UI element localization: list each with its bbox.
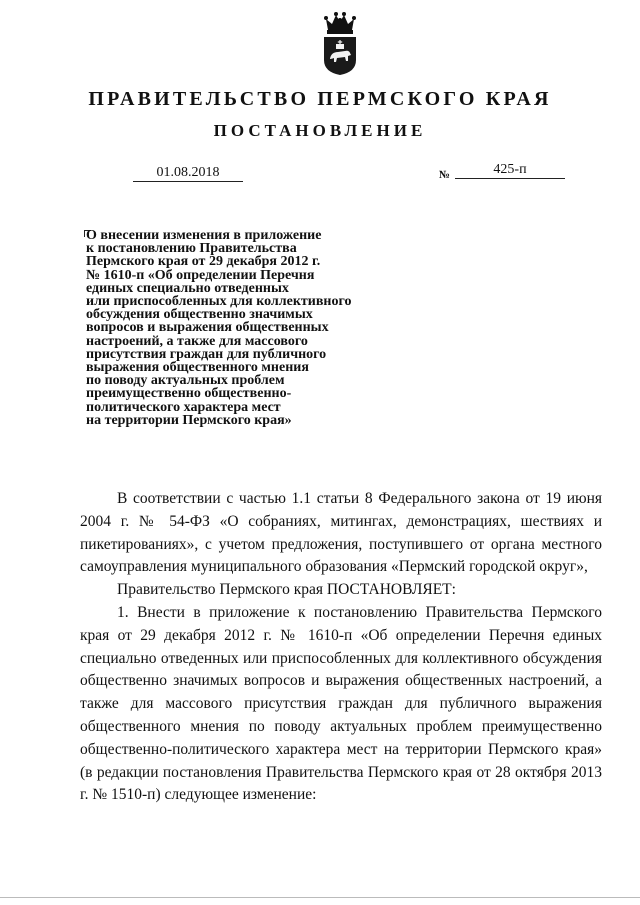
body-paragraph-resolution: Правительство Пермского края ПОСТАНОВЛЯЕТ:: [117, 581, 456, 599]
scan-bottom-edge: [0, 897, 640, 902]
subject-line: по поводу актуальных проблем: [86, 373, 285, 389]
subject-line: выражения общественного мнения: [86, 360, 309, 376]
subject-line: политического характера мест: [86, 399, 281, 415]
subject-line: обсуждения общественно значимых: [86, 307, 313, 323]
subject-line: настроений, а также для массового: [86, 333, 308, 349]
document-date: 01.08.2018: [133, 165, 243, 182]
body-paragraph-item-1: 1. Внести в приложение к постановлению Правительства Пермского края от 29 декабря 2012 г. № 1610-п «Об определении Перечня единых специально отведенных или приспособленных для коллективного обсуждения общественно значимых вопросов и выражения общественных настроений, а также для массового присутствия граждан для публичного выражения общественного мнения по поводу актуальных проблем преимущественно общественно-политического характера мест на территории Пермского края» (в редакции постановления Правительства Пермского края от 28 октября 2013 г. № 1510-п) следующее изменение:: [80, 603, 602, 804]
subject-line: Пермского края от 29 декабря 2012 г.: [86, 254, 321, 270]
document-body: [80, 488, 602, 807]
subject-line: или приспособленных для коллективного: [86, 294, 352, 310]
subject-line: № 1610-п «Об определении Перечня: [86, 267, 315, 283]
document-type: ПОСТАНОВЛЕНИЕ: [213, 121, 427, 140]
subject-line: к постановлению Правительства: [86, 241, 297, 257]
number-label: №: [439, 169, 451, 181]
subject-line: О внесении изменения в приложение: [86, 228, 322, 243]
body-paragraph-preamble: В соответствии с частью 1.1 статьи 8 Федерального закона от 19 июня 2004 г. № 54-ФЗ «О собраниях, митингах, демонстрациях, шествиях и пикетированиях», с учетом предложения, поступившего от органа местного самоуправления муниципального образования «Пермский городской округ»,: [80, 490, 602, 576]
subject-line: на территории Пермского края»: [86, 412, 292, 428]
subject-line: преимущественно общественно-: [86, 386, 292, 402]
document-number: 425-п: [455, 162, 565, 179]
subject-line: вопросов и выражения общественных: [86, 320, 329, 336]
subject-line: присутствия граждан для публичного: [86, 346, 327, 362]
subject-heading: [86, 229, 376, 427]
government-title: ПРАВИТЕЛЬСТВО ПЕРМСКОГО КРАЯ: [88, 88, 552, 110]
subject-line: единых специально отведенных: [86, 280, 289, 296]
coat-of-arms-icon: [321, 10, 359, 76]
